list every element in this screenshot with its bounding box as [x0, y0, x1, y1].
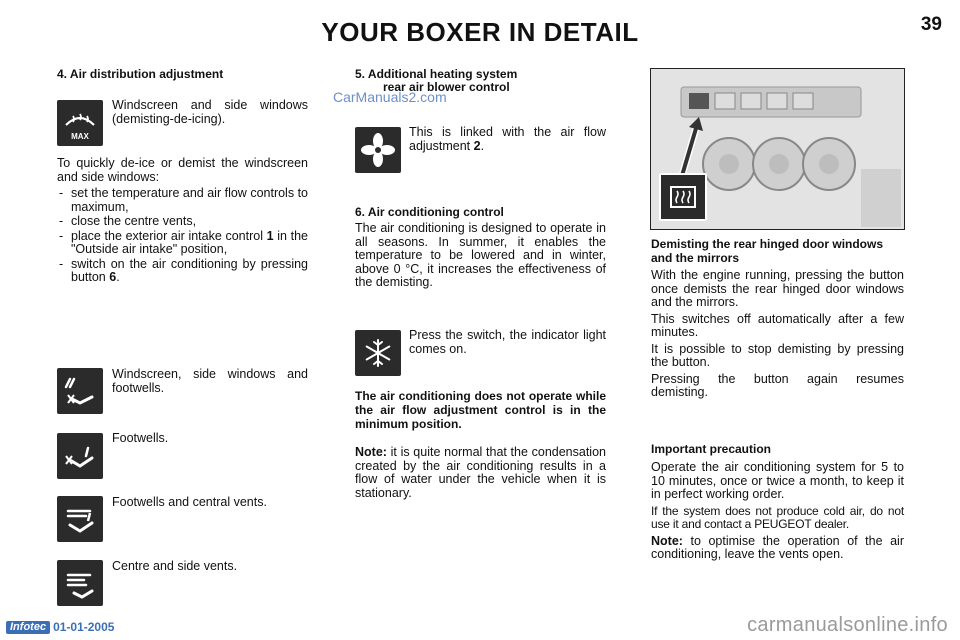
precaution-body: Operate the air conditioning system for 5 to 10 minutes, once or twice a month, to keep it in perfect working order. If the system does not produce cold air, do not use it and contact a PEUGEOT dealer. Note: to optimise the operation of the air conditioning, leave the vents open.	[651, 460, 904, 561]
rear-demist-icon	[659, 173, 707, 221]
mode-text-footwells: Footwells.	[112, 431, 169, 445]
demist-heading: Demisting the rear hinged door windows and the mirrors	[651, 237, 884, 265]
ac-description: The air conditioning is designed to operate in all seasons. In summer, it enables the temperature to be lowered and in winter, above 0 °C, it increases the effectiveness of the demisting.	[355, 221, 606, 289]
footwell-central-vent-icon	[57, 496, 103, 542]
precaution-heading: Important precaution	[651, 442, 772, 456]
ac-note: Note: it is quite normal that the condensation created by the air conditioning results in a flow of water under the vehicle when it is stationary.	[355, 445, 606, 500]
section-5-heading: 5. Additional heating system rear air blower control	[355, 67, 518, 94]
max-label: MAX	[71, 132, 89, 141]
page-title: YOUR BOXER IN DETAIL	[321, 17, 639, 47]
defrost-step: - place the exterior air intake control 1 in the "Outside air intake" position,	[57, 230, 308, 257]
fan-icon	[355, 127, 401, 173]
centre-side-vent-icon	[57, 560, 103, 606]
demist-body: With the engine running, pressing the button once demists the rear hinged door windows and the mirrors. This switches off automatically after a few minutes. It is possible to stop demisting by pressing the button. Pressing the button again resumes demisting.	[651, 268, 904, 399]
mode-text-windscreen-footwells: Windscreen, side windows and footwells.	[112, 367, 308, 395]
fan-text: This is linked with the air flow adjustment 2.	[409, 125, 606, 153]
snowflake-icon	[355, 330, 401, 376]
mode-text-centre-side: Centre and side vents.	[112, 559, 238, 573]
dashboard-photo	[650, 68, 905, 230]
footer-brand	[6, 620, 114, 634]
ac-warning: The air conditioning does not operate while the air flow adjustment control is in the minimum position.	[355, 389, 606, 431]
watermark: CarManuals2.com	[333, 89, 447, 105]
mode-text-footwells-central: Footwells and central vents.	[112, 495, 267, 509]
max-mode-text: Windscreen and side windows (demisting-de-icing).	[112, 98, 308, 126]
footer-site: carmanualsonline.info	[747, 614, 948, 636]
section-4-heading: 4. Air distribution adjustment	[57, 67, 224, 81]
press-switch-text: Press the switch, the indicator light comes on.	[409, 328, 606, 356]
defrost-step: - set the temperature and air flow controls to maximum,	[57, 187, 308, 214]
defrost-steps	[57, 187, 308, 286]
footwell-icon	[57, 433, 103, 479]
windscreen-footwell-icon	[57, 368, 103, 414]
footer-date: 01-01-2005	[53, 620, 115, 634]
defrost-step: - switch on the air conditioning by pressing button 6.	[57, 258, 308, 285]
section-6-heading: 6. Air conditioning control	[355, 205, 504, 219]
defrost-step: - close the centre vents,	[57, 215, 308, 229]
infotec-logo: Infotec	[6, 621, 50, 634]
windscreen-max-icon	[57, 100, 103, 146]
page-number: 39	[920, 14, 942, 35]
defrost-intro: To quickly de-ice or demist the windscreen and side windows:	[57, 156, 308, 184]
